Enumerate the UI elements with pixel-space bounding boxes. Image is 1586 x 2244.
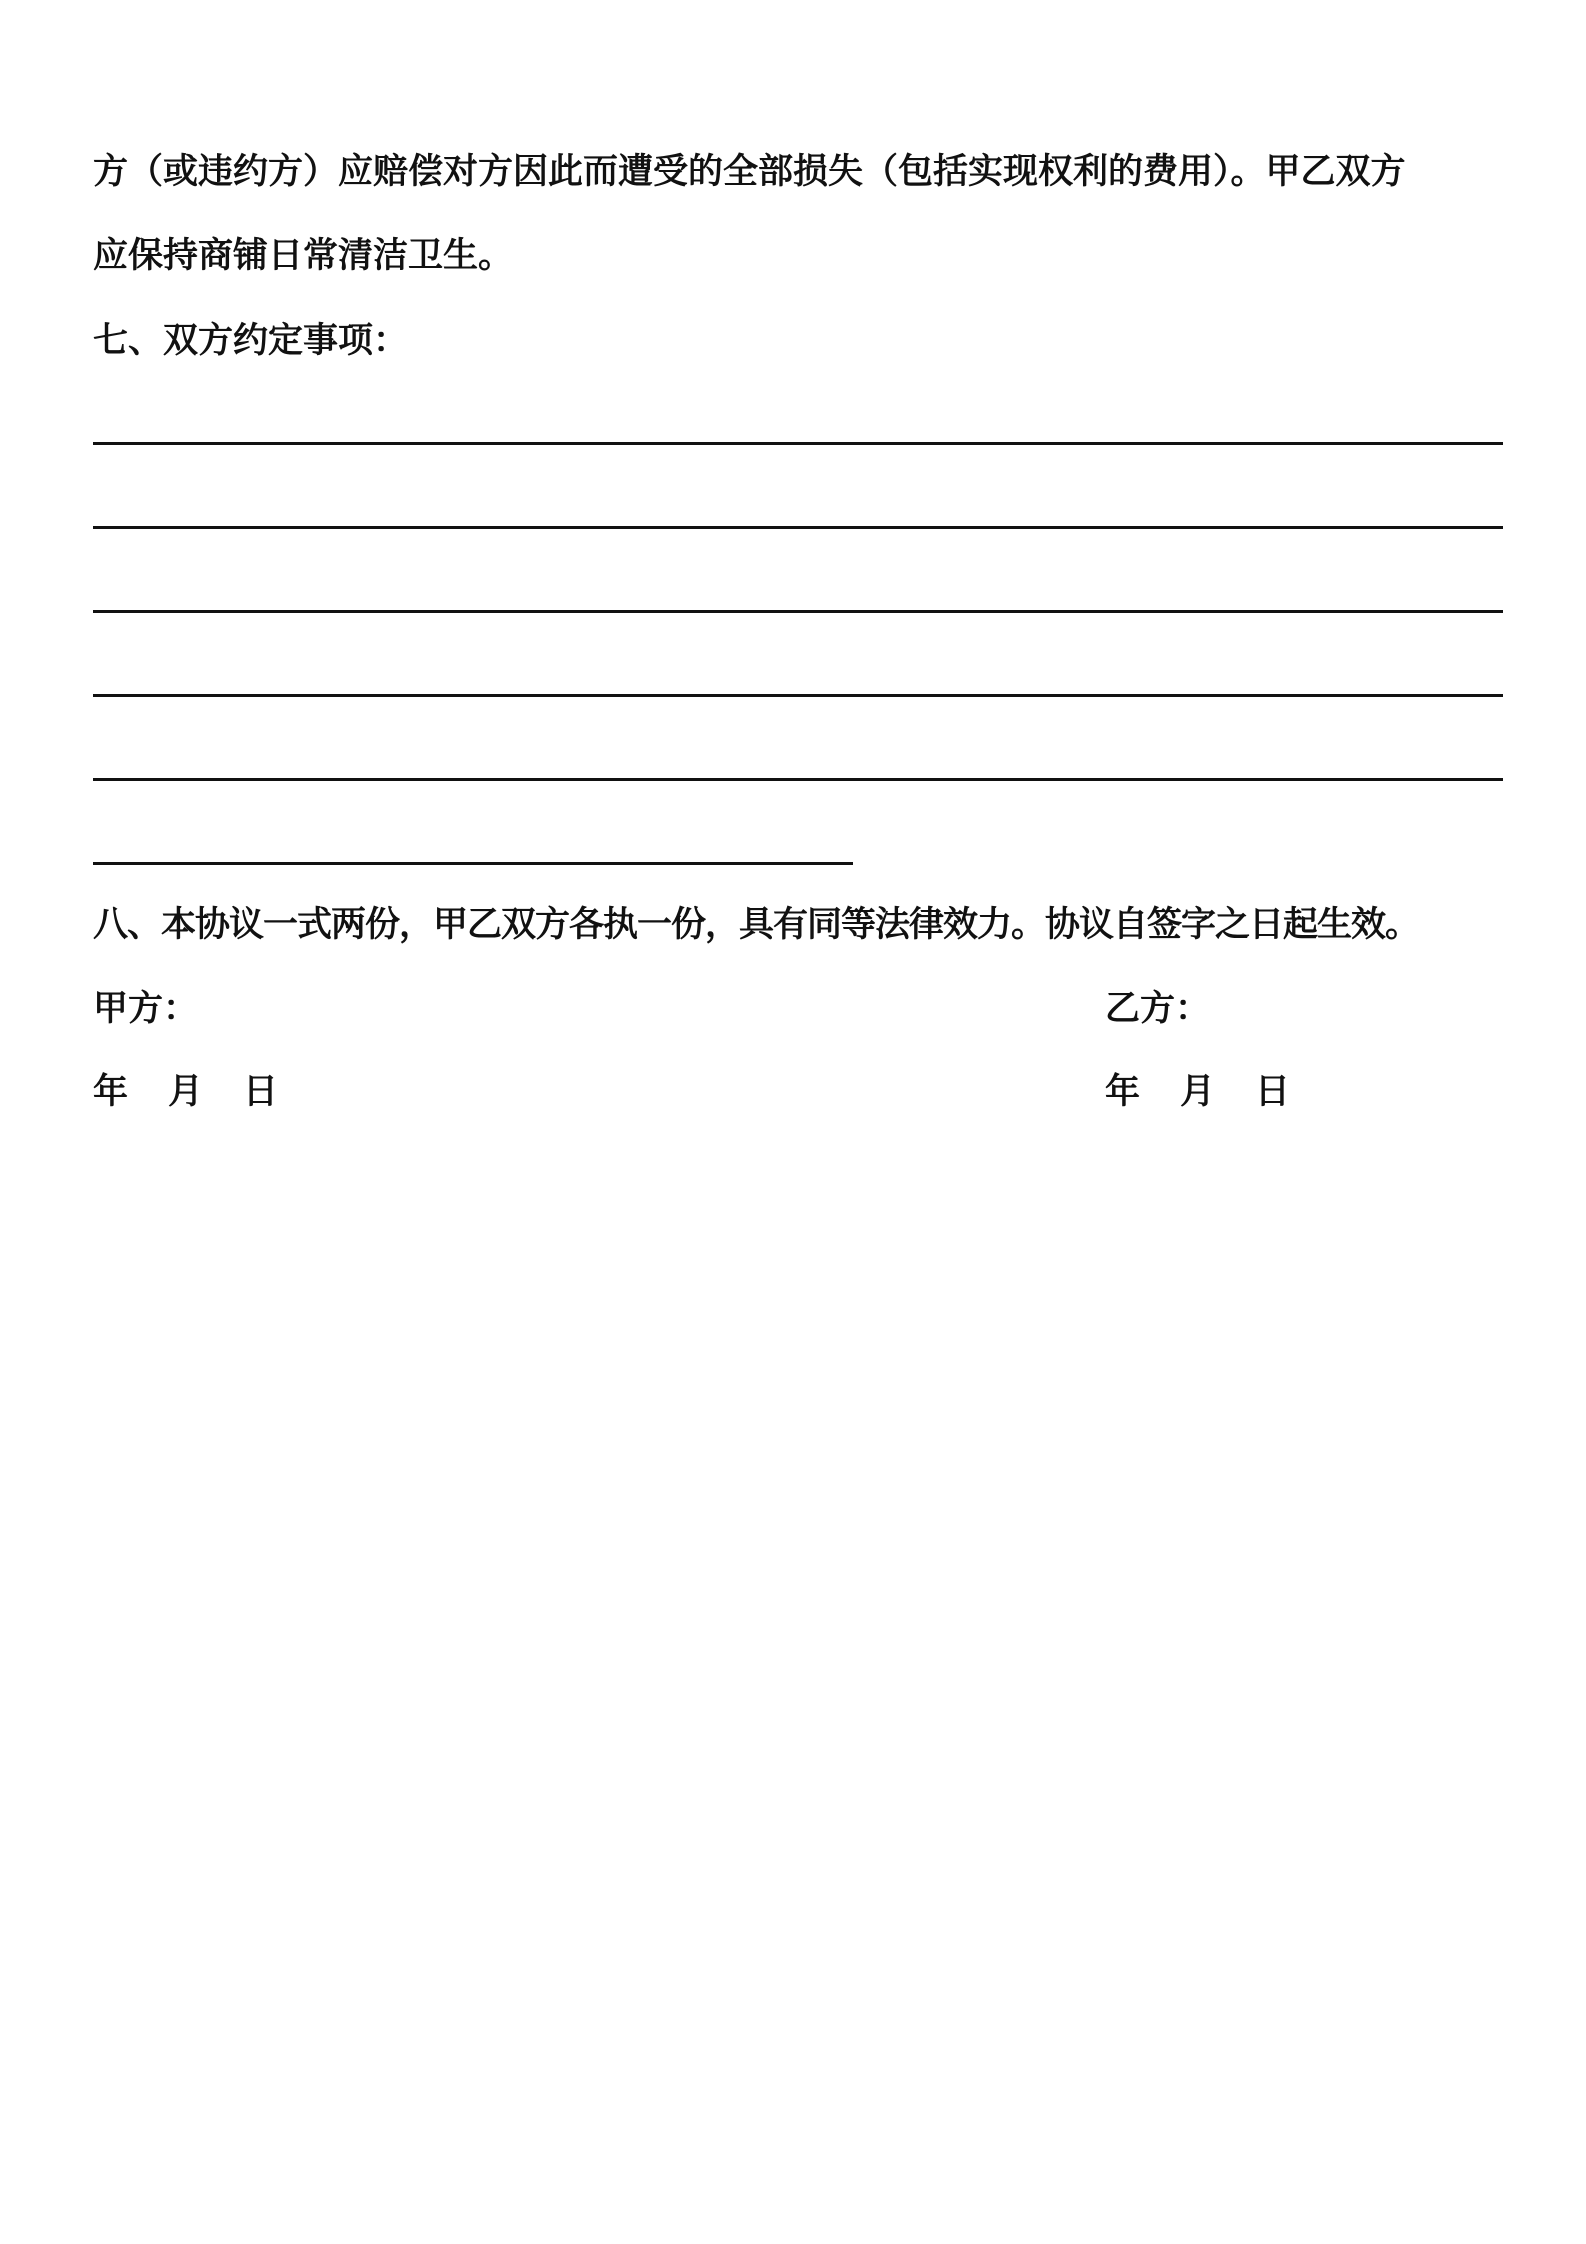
party-a-label: 甲方： xyxy=(93,989,199,1029)
date-year: 年 xyxy=(1105,1072,1141,1112)
party-b-date xyxy=(1105,1067,1290,1117)
clause-continued-line-2: 应保持商铺日常清洁卫生。 xyxy=(93,236,514,276)
fill-in-line-4[interactable] xyxy=(93,694,1503,697)
date-day: 日 xyxy=(243,1072,279,1112)
fill-in-line-3[interactable] xyxy=(93,610,1503,613)
fill-in-line-1[interactable] xyxy=(93,442,1503,445)
party-a-date xyxy=(93,1067,278,1117)
fill-in-line-6[interactable] xyxy=(93,862,853,865)
fill-in-line-2[interactable] xyxy=(93,526,1503,529)
clause-continued-line-1: 方（或违约方）应赔偿对方因此而遭受的全部损失（包括实现权利的费用）。甲乙双方 xyxy=(93,152,1406,192)
date-day: 日 xyxy=(1255,1072,1291,1112)
section-8-text: 八、本协议一式两份，甲乙双方各执一份，具有同等法律效力。协议自签字之日起生效。 xyxy=(93,905,1420,945)
date-year: 年 xyxy=(93,1072,129,1112)
fill-in-line-5[interactable] xyxy=(93,778,1503,781)
date-month: 月 xyxy=(168,1072,204,1112)
party-b-label: 乙方： xyxy=(1105,989,1211,1029)
section-7-heading: 七、双方约定事项： xyxy=(93,321,409,361)
date-month: 月 xyxy=(1180,1072,1216,1112)
